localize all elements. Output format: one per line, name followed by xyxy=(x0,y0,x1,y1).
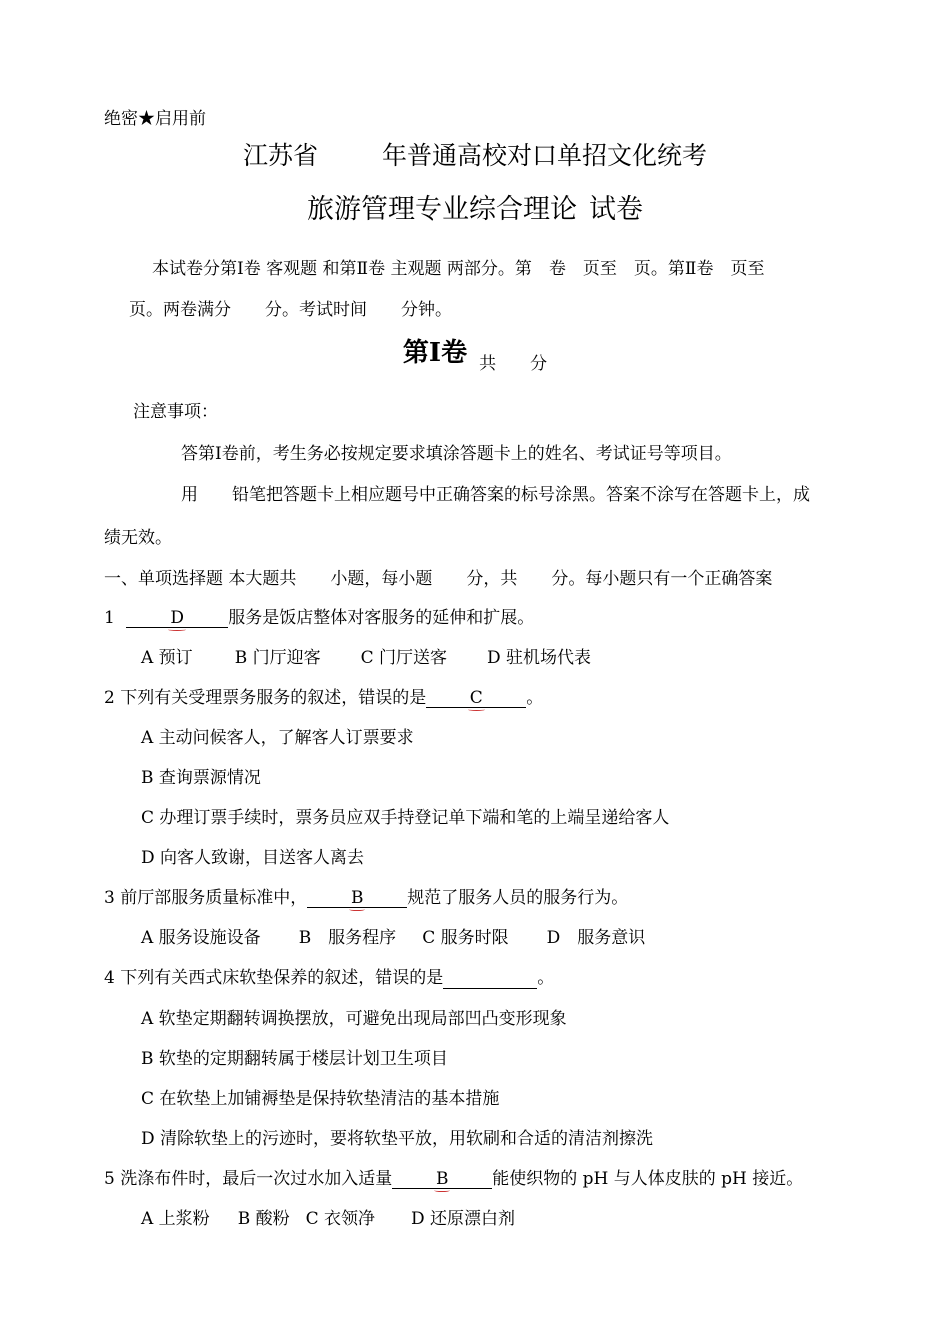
exam-title-line2 xyxy=(0,194,950,226)
question-4 xyxy=(104,967,554,989)
answer-mark: B xyxy=(350,888,364,908)
answer-mark: B xyxy=(435,1169,449,1189)
question-1 xyxy=(104,607,534,629)
question-text-end: 能使织物的 pH 与人体皮肤的 pH 接近。 xyxy=(492,1169,804,1189)
question-number: 3 xyxy=(104,888,115,908)
option: B 酸粉 xyxy=(237,1209,290,1229)
option: D 还原漂白剂 xyxy=(411,1209,516,1229)
question-2 xyxy=(104,687,543,709)
option: C 衣领净 xyxy=(305,1209,376,1229)
notice-item-2: 用 铅笔把答题卡上相应题号中正确答案的标号涂黑。答案不涂写在答题卡上，成 xyxy=(181,485,810,505)
title-subject: 旅游管理专业综合理论 xyxy=(307,194,577,225)
question-number: 4 xyxy=(104,968,115,988)
question-2-option-b: B 查询票源情况 xyxy=(141,768,261,788)
question-number: 1 xyxy=(104,608,115,628)
question-text: 下列有关西式床软垫保养的叙述，错误的是 xyxy=(120,968,444,988)
answer-mark: C xyxy=(469,688,483,708)
question-3-options xyxy=(141,927,645,949)
question-1-options xyxy=(141,647,591,669)
volume-score: 共 分 xyxy=(479,354,548,374)
question-4-option-d: D 清除软垫上的污迹时，要将软垫平放，用软刷和合适的清洁剂擦洗 xyxy=(141,1129,654,1149)
option: B 服务程序 xyxy=(298,928,397,948)
question-3 xyxy=(104,887,628,909)
volume-heading xyxy=(0,337,950,374)
answer-blank xyxy=(126,609,228,628)
option: C 门厅送客 xyxy=(360,648,448,668)
intro-line-2: 页。两卷满分 分。考试时间 分钟。 xyxy=(129,300,452,320)
title-province: 江苏省 xyxy=(242,141,318,170)
answer-mark: D xyxy=(170,608,185,628)
answer-blank xyxy=(392,1170,492,1189)
notice-title: 注意事项： xyxy=(133,402,218,422)
answer-blank xyxy=(443,970,537,989)
answer-blank xyxy=(307,889,407,908)
option: B 门厅迎客 xyxy=(234,648,321,668)
question-text: 服务是饭店整体对客服务的延伸和扩展。 xyxy=(228,608,535,628)
notice-item-1: 答第Ⅰ卷前，考生务必按规定要求填涂答题卡上的姓名、考试证号等项目。 xyxy=(181,444,732,464)
option: A 预订 xyxy=(141,648,193,668)
question-2-option-c: C 办理订票手续时，票务员应双手持登记单下端和笔的上端呈递给客人 xyxy=(141,808,670,828)
question-4-option-c: C 在软垫上加铺褥垫是保持软垫清洁的基本措施 xyxy=(141,1089,500,1109)
question-4-option-a: A 软垫定期翻转调换摆放，可避免出现局部凹凸变形现象 xyxy=(141,1009,567,1029)
option: C 服务时限 xyxy=(422,928,509,948)
question-5 xyxy=(104,1168,803,1190)
title-exam-name: 年普通高校对口单招文化统考 xyxy=(382,141,708,170)
option: A 上浆粉 xyxy=(141,1209,210,1229)
question-number: 5 xyxy=(104,1169,115,1189)
question-2-option-a: A 主动问候客人，了解客人订票要求 xyxy=(141,728,414,748)
intro-line-1: 本试卷分第Ⅰ卷 客观题 和第Ⅱ卷 主观题 两部分。第 卷 页至 页。第Ⅱ卷 页至 xyxy=(152,259,765,279)
classified-label: 绝密★启用前 xyxy=(104,109,206,129)
section-title: 一、单项选择题 本大题共 小题，每小题 分，共 分。每小题只有一个正确答案 xyxy=(104,569,773,589)
question-text: 洗涤布件时，最后一次过水加入适量 xyxy=(120,1169,393,1189)
option: D 服务意识 xyxy=(546,928,646,948)
question-4-option-b: B 软垫的定期翻转属于楼层计划卫生项目 xyxy=(141,1049,448,1069)
question-number: 2 xyxy=(104,688,115,708)
question-text-end: 规范了服务人员的服务行为。 xyxy=(407,888,629,908)
question-text: 下列有关受理票务服务的叙述，错误的是 xyxy=(120,688,427,708)
volume-title: 第Ⅰ卷 xyxy=(402,338,468,368)
question-5-options xyxy=(141,1208,515,1230)
question-text: 前厅部服务质量标准中， xyxy=(120,888,308,908)
exam-title-line1 xyxy=(0,141,950,171)
title-paper: 试卷 xyxy=(589,194,643,225)
notice-item-2-cont: 绩无效。 xyxy=(104,528,172,548)
question-text-end: 。 xyxy=(526,688,544,708)
question-text-end: 。 xyxy=(537,968,555,988)
option: D 驻机场代表 xyxy=(487,648,592,668)
question-2-option-d: D 向客人致谢，目送客人离去 xyxy=(141,848,365,868)
option: A 服务设施设备 xyxy=(141,928,261,948)
answer-blank xyxy=(426,689,526,708)
